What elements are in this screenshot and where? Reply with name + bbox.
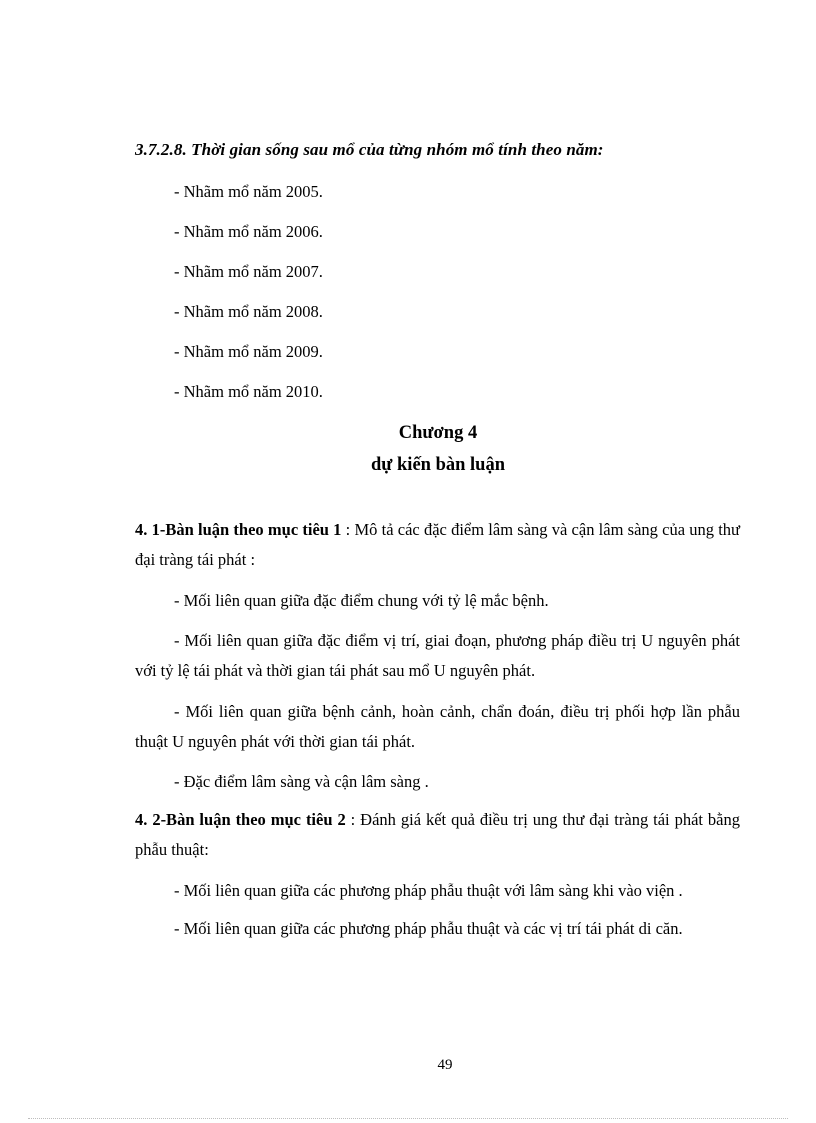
goal2-item: - Mối liên quan giữa các phương pháp phẫu thuật với lâm sàng khi vào viện . — [174, 881, 683, 900]
page-number: 49 — [437, 1057, 453, 1073]
goal1-item: - Mối liên quan giữa bệnh cảnh, hoàn cảnh, chẩn đoán, điều trị phối hợp lần phẫu thuật U nguyên phát với thời gian tái phát. — [135, 702, 740, 751]
goal1-item: - Đặc điểm lâm sàng và cận lâm sàng . — [174, 772, 429, 791]
goal2-paragraph — [135, 805, 740, 865]
goal1-heading: 4. 1-Bàn luận theo mục tiêu 1 — [135, 520, 342, 539]
list-item-year-2005: - Nhãm mổ năm 2005. — [174, 182, 323, 201]
goal2-text: : Đánh giá kết quả điều trị ung thư đại tràng tái phát bằng phẫu thuật: — [135, 810, 741, 859]
goal1-paragraph — [135, 515, 740, 575]
section-heading: 3.7.2.8. Thời gian sống sau mổ của từng nhóm mổ tính theo năm: — [135, 140, 604, 159]
list-item-year-2007: - Nhãm mổ năm 2007. — [174, 262, 323, 281]
goal2-item: - Mối liên quan giữa các phương pháp phẫu thuật và các vị trí tái phát di căn. — [174, 919, 683, 938]
chapter-number: Chương 4 — [398, 423, 478, 443]
goal1-item: - Mối liên quan giữa đặc điểm vị trí, giai đoạn, phương pháp điều trị U nguyên phát với tỷ lệ tái phát và thời gian tái phát sau mổ U nguyên phát. — [135, 631, 740, 680]
list-item-year-2008: - Nhãm mổ năm 2008. — [174, 302, 323, 321]
goal1-text: : Mô tả các đặc điểm lâm sàng và cận lâm sàng của ung thư đại tràng tái phát : — [135, 520, 741, 569]
page-bottom-divider — [28, 1118, 788, 1119]
list-item-year-2010: - Nhãm mổ năm 2010. — [174, 382, 323, 401]
list-item-year-2009: - Nhãm mổ năm 2009. — [174, 342, 323, 361]
list-item-year-2006: - Nhãm mổ năm 2006. — [174, 222, 323, 241]
chapter-title: dự kiến bàn luận — [371, 455, 505, 475]
goal2-heading: 4. 2-Bàn luận theo mục tiêu 2 — [135, 810, 346, 829]
goal1-item: - Mối liên quan giữa đặc điểm chung với tỷ lệ mắc bệnh. — [174, 591, 549, 610]
